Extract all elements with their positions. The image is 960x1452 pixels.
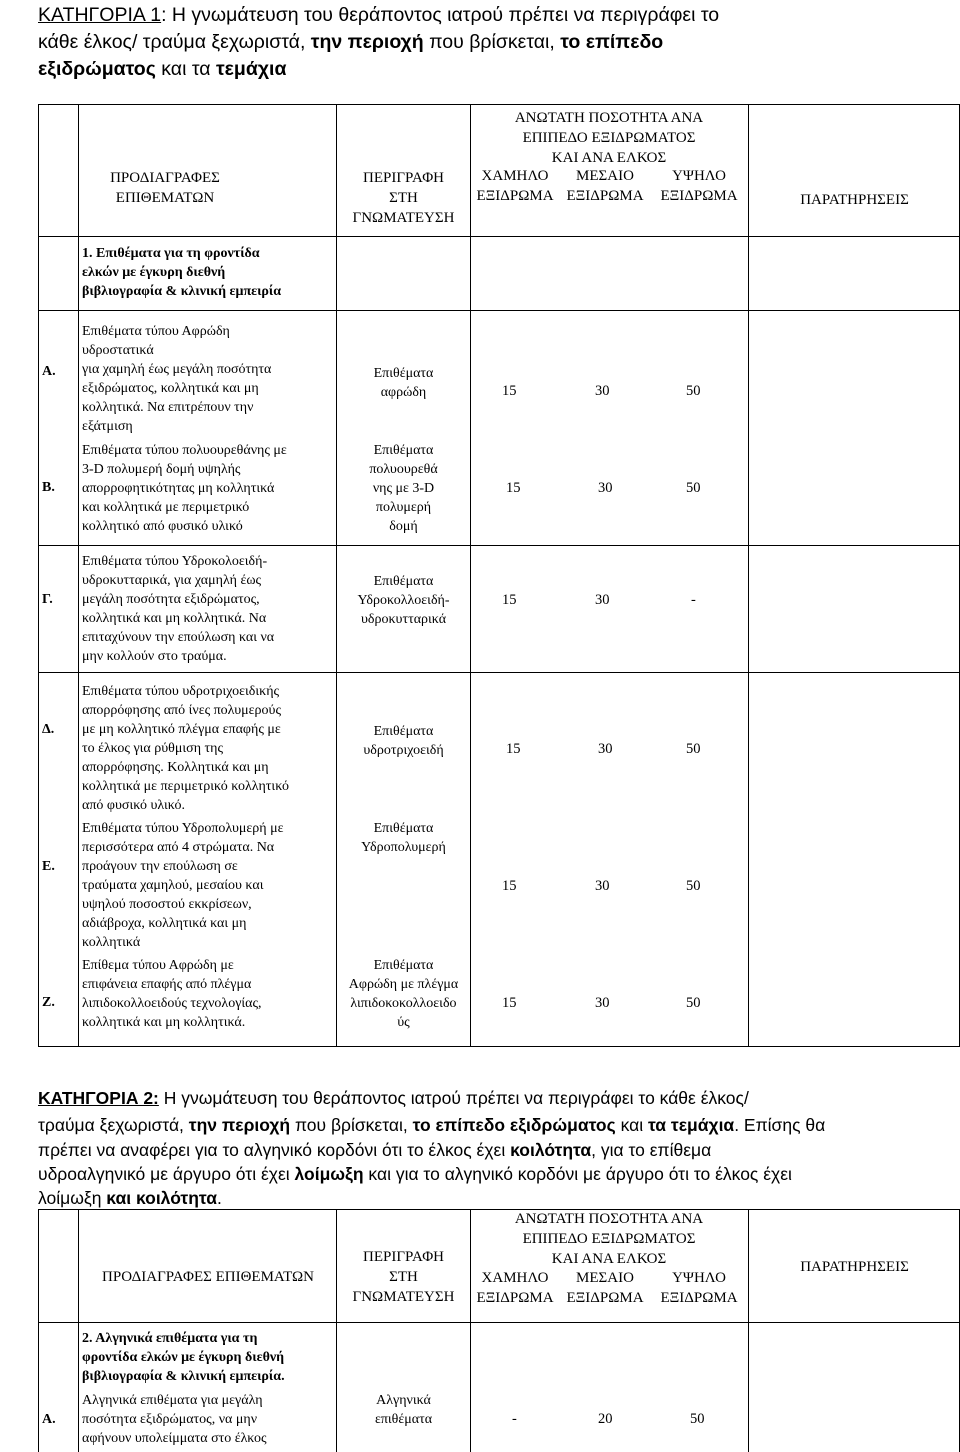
table-1-header-low-exudate: ΧΑΜΗΛΟ ΕΞΙΔΡΩΜΑ <box>476 168 554 204</box>
category-2-heading: ΚΑΤΗΓΟΡΙΑ 2: Η γνωμάτευση του θεράποντος ιατρού πρέπει να περιγράφει το κάθε έλκος/ <box>38 1088 749 1108</box>
row-d-medium: 30 <box>598 741 613 757</box>
table-2-col-border <box>38 1209 39 1452</box>
row-g-medium: 30 <box>595 592 610 608</box>
table-2-row-a-medium: 20 <box>598 1411 613 1427</box>
table-2-row-a-description: Αλγηνικά επιθέματα <box>374 1393 433 1427</box>
table-1-top-border <box>38 104 960 105</box>
table-2-header-description: ΠΕΡΙΓΡΑΦΗ ΣΤΗ ΓΝΩΜΑΤΕΥΣΗ <box>352 1249 455 1305</box>
row-e-spec: Επιθέματα τύπου Υδροπολυμερή με περισσότερα από 4 στρώματα. Να προάγουν την επούλωση σε τραύματα χαμηλού, μεσαίου και υψηλού ποσοστού εκκρίσεων, αδιάβροχα, κολλητικά και μη κολλητικά <box>82 821 284 950</box>
row-label-b: Β. <box>42 480 55 495</box>
category-2-line-5: λοίμωξη και κοιλότητα. <box>38 1188 222 1208</box>
row-label-g: Γ. <box>42 592 53 607</box>
table-2-col-border <box>78 1209 79 1452</box>
table-2-row-label-a: Α. <box>42 1412 56 1427</box>
table-1-header-description: ΠΕΡΙΓΡΑΦΗ ΣΤΗ ΓΝΩΜΑΤΕΥΣΗ <box>352 170 455 226</box>
category-1-heading: ΚΑΤΗΓΟΡΙΑ 1: Η γνωμάτευση του θεράποντος ιατρού πρέπει να περιγράφει το <box>38 4 720 26</box>
row-a-description: Επιθέματα αφρώδη <box>373 366 434 400</box>
category-2-line-2: τραύμα ξεχωριστά, την περιοχή που βρίσκεται, το επίπεδο εξιδρώματος και τα τεμάχια. Επίσης θα <box>38 1115 826 1135</box>
table-1-header-high-exudate: ΥΨΗΛΟ ΕΞΙΔΡΩΜΑ <box>660 168 738 204</box>
row-g-low: 15 <box>502 592 517 608</box>
row-b-low: 15 <box>506 480 521 496</box>
table-2-col-border <box>748 1209 749 1452</box>
row-b-high: 50 <box>686 480 701 496</box>
table-1-header-medium-exudate: ΜΕΣΑΙΟ ΕΞΙΔΡΩΜΑ <box>566 168 644 204</box>
table-2-header-specs: ΠΡΟΔΙΑΓΡΑΦΕΣ ΕΠΙΘΕΜΑΤΩΝ <box>102 1269 314 1285</box>
row-a-medium: 30 <box>595 383 610 399</box>
category-1-line-2: κάθε έλκος/ τραύμα ξεχωριστά, την περιοχή που βρίσκεται, το επίπεδο <box>38 31 664 53</box>
row-z-low: 15 <box>502 995 517 1011</box>
table-2-header-notes: ΠΑΡΑΤΗΡΗΣΕΙΣ <box>800 1259 909 1275</box>
category-1-line-3: εξιδρώματος και τα τεμάχια <box>38 58 287 80</box>
table-2-row-a-spec: Αλγηνικά επιθέματα για μεγάλη ποσότητα εξιδρώματος, να μην αφήνουν υπολείμματα στο έλκος <box>82 1393 267 1446</box>
table-2-header-bottom-border <box>38 1322 960 1323</box>
row-z-high: 50 <box>686 995 701 1011</box>
table-1-header-specs: ΠΡΟΔΙΑΓΡΑΦΕΣ ΕΠΙΘΕΜΑΤΩΝ <box>110 170 220 206</box>
category-2-line-4: υδροαλγηνικό με άργυρο ότι έχει λοίμωξη και για το αλγηνικό κορδόνι με άργυρο ότι το έλκος έχει <box>38 1164 792 1184</box>
table-1-header-max-quantity: ΑΝΩΤΑΤΗ ΠΟΣΟΤΗΤΑ ΑΝΑ ΕΠΙΠΕΔΟ ΕΞΙΔΡΩΜΑΤΟΣ ΚΑΙ ΑΝΑ ΕΛΚΟΣ <box>514 110 704 166</box>
row-e-medium: 30 <box>595 878 610 894</box>
row-b-medium: 30 <box>598 480 613 496</box>
table-1-section-border <box>38 310 960 311</box>
row-d-low: 15 <box>506 741 521 757</box>
row-e-low: 15 <box>502 878 517 894</box>
table-1-col-border <box>470 104 471 1047</box>
row-d-description: Επιθέματα υδροτριχοειδή <box>363 724 444 758</box>
table-2-header-max-quantity: ΑΝΩΤΑΤΗ ΠΟΣΟΤΗΤΑ ΑΝΑ ΕΠΙΠΕΔΟ ΕΞΙΔΡΩΜΑΤΟΣ ΚΑΙ ΑΝΑ ΕΛΚΟΣ <box>514 1211 704 1267</box>
row-label-z: Ζ. <box>42 995 55 1010</box>
category-1-title: ΚΑΤΗΓΟΡΙΑ 1 <box>38 4 162 26</box>
category-2-title: ΚΑΤΗΓΟΡΙΑ 2: <box>38 1088 159 1108</box>
row-g-description: Επιθέματα Υδροκολλοειδή- υδροκυτταρικά <box>357 574 450 627</box>
table-1-row-border <box>38 545 960 546</box>
table-2-row-a-low: - <box>512 1411 517 1427</box>
table-1-section-title: 1. Επιθέματα για τη φροντίδα ελκών με έγκυρη διεθνή βιβλιογραφία & κλινική εμπειρία <box>82 246 282 299</box>
row-z-description: Επιθέματα Αφρώδη με πλέγμα λιπιδοκοκολλοειδο ύς <box>348 958 459 1030</box>
table-2-header-high-exudate: ΥΨΗΛΟ ΕΞΙΔΡΩΜΑ <box>660 1270 738 1306</box>
row-z-spec: Επίθεμα τύπου Αφρώδη με επιφάνεια επαφής από πλέγμα λιπιδοκολλοειδούς τεχνολογίας, κολλητικά και μη κολλητικά. <box>82 958 262 1030</box>
table-2-section-title: 2. Αλγηνικά επιθέματα για τη φροντίδα ελκών με έγκυρη διεθνή βιβλιογραφία & κλινική εμπειρία. <box>82 1331 285 1384</box>
row-a-high: 50 <box>686 383 701 399</box>
row-a-spec: Επιθέματα τύπου Αφρώδη υδροστατικά για χαμηλή έως μεγάλη ποσότητα εξιδρώματος, κολλητικά και μη κολλητικά. Να επιτρέπουν την εξάτμιση <box>82 324 272 434</box>
row-a-low: 15 <box>502 383 517 399</box>
table-1-col-border <box>38 104 39 1047</box>
table-1-header-bottom-border <box>38 236 960 237</box>
table-1-col-border <box>748 104 749 1047</box>
row-g-spec: Επιθέματα τύπου Υδροκολοειδή- υδροκυτταρικά, για χαμηλή έως μεγάλη ποσότητα εξιδρώματος, κολλητικά και μη κολλητικά. Να επιταχύνουν την επούλωση και να μην κολλούν στο τραύμα. <box>82 554 275 664</box>
row-e-description: Επιθέματα Υδροπολυμερή <box>361 821 446 855</box>
table-1-col-border <box>78 104 79 1047</box>
row-d-spec: Επιθέματα τύπου υδροτριχοειδικής απορρόφησης από ίνες πολυμερούς με μη κολλητικό πλέγμα επαφής με το έλκος για ρύθμιση της απορρόφησης. Κολλητικά και μη κολλητικά με περιμετρικό κολλητικό από φυσικό υλικό. <box>82 684 289 813</box>
table-1-header-notes: ΠΑΡΑΤΗΡΗΣΕΙΣ <box>800 192 909 208</box>
table-2-header-low-exudate: ΧΑΜΗΛΟ ΕΞΙΔΡΩΜΑ <box>476 1270 554 1306</box>
row-z-medium: 30 <box>595 995 610 1011</box>
table-2-row-a-high: 50 <box>690 1411 705 1427</box>
row-e-high: 50 <box>686 878 701 894</box>
row-d-high: 50 <box>686 741 701 757</box>
row-label-d: Δ. <box>42 722 55 737</box>
row-label-a: Α. <box>42 364 56 379</box>
category-2-line-3: πρέπει να αναφέρει για το αλγηνικό κορδόνι ότι το έλκος έχει κοιλότητα, για το επίθεμα <box>38 1140 712 1160</box>
row-b-description: Επιθέματα πολυουρεθά νης με 3-D πολυμερή δομή <box>369 443 438 534</box>
row-b-spec: Επιθέματα τύπου πολυουρεθάνης με 3-D πολυμερή δομή υψηλής απορροφητικότητας μη κολλητικά και κολλητικά με περιμετρικό κολλητικό από φυσικό υλικό <box>82 443 287 534</box>
table-1-bottom-border <box>38 1046 960 1047</box>
table-2-header-medium-exudate: ΜΕΣΑΙΟ ΕΞΙΔΡΩΜΑ <box>566 1270 644 1306</box>
row-g-high: - <box>691 592 696 608</box>
row-label-e: Ε. <box>42 859 55 874</box>
table-1-row-border <box>38 672 960 673</box>
